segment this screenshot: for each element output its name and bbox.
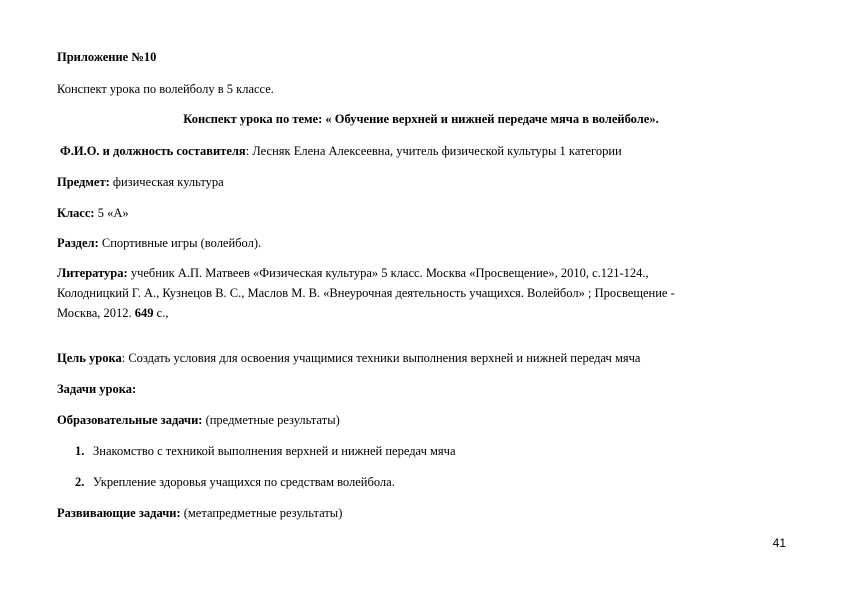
lesson-subtitle: Конспект урока по волейболу в 5 классе. [57,82,274,96]
literature-label: Литература: [57,266,128,280]
subject-label: Предмет: [57,175,110,189]
class-label: Класс: [57,206,95,220]
developing-label: Развивающие задачи: [57,506,181,520]
educational-value: (предметные результаты) [202,413,340,427]
subject-value: физическая культура [109,175,224,189]
section-label: Раздел: [57,236,99,250]
section-line [57,235,261,251]
literature-text-1: учебник А.П. Матвеев «Физическая культура» 5 класс. Москва «Просвещение», 2010, с.121-124., [127,266,649,280]
educational-label: Образовательные задачи: [57,413,203,427]
list-item [75,474,395,490]
literature-pages: 649 [134,306,154,320]
literature-line-3 [57,305,168,321]
list-item [75,443,456,459]
literature-text-3a: Москва, 2012. [57,306,135,320]
topic-heading: Конспект урока по теме: « Обучение верхней и нижней передаче мяча в волейболе». [183,112,659,126]
goal-value: : Создать условия для освоения учащимися техники выполнения верхней и нижней передач мяча [121,351,641,365]
author-value: : Лесняк Елена Алексеевна, учитель физической культуры 1 категории [245,144,622,158]
page-number: 41 [772,536,786,550]
class-line [57,205,129,221]
appendix-title: Приложение №10 [57,50,157,64]
list-item-text: Укрепление здоровья учащихся по средствам волейбола. [93,475,395,489]
educational-line [57,412,340,428]
author-label: Ф.И.О. и должность составителя [60,144,246,158]
list-item-number: 2. [75,475,85,489]
developing-value: (метапредметные результаты) [180,506,343,520]
literature-line-1 [57,265,649,281]
literature-line-2: Колодницкий Г. А., Кузнецов В. С., Маслов М. В. «Внеурочная деятельность учащихся. Волейбол» ; Просвещение - [57,286,675,300]
tasks-heading: Задачи урока: [57,382,137,396]
subject-line [57,174,224,190]
goal-line [57,350,640,366]
list-item-text: Знакомство с техникой выполнения верхней и нижней передач мяча [93,444,456,458]
list-item-number: 1. [75,444,85,458]
class-value: 5 «А» [94,206,129,220]
section-value: Спортивные игры (волейбол). [98,236,262,250]
goal-label: Цель урока [57,351,122,365]
author-line [60,143,622,159]
literature-text-3b: с., [153,306,169,320]
developing-line [57,505,342,521]
